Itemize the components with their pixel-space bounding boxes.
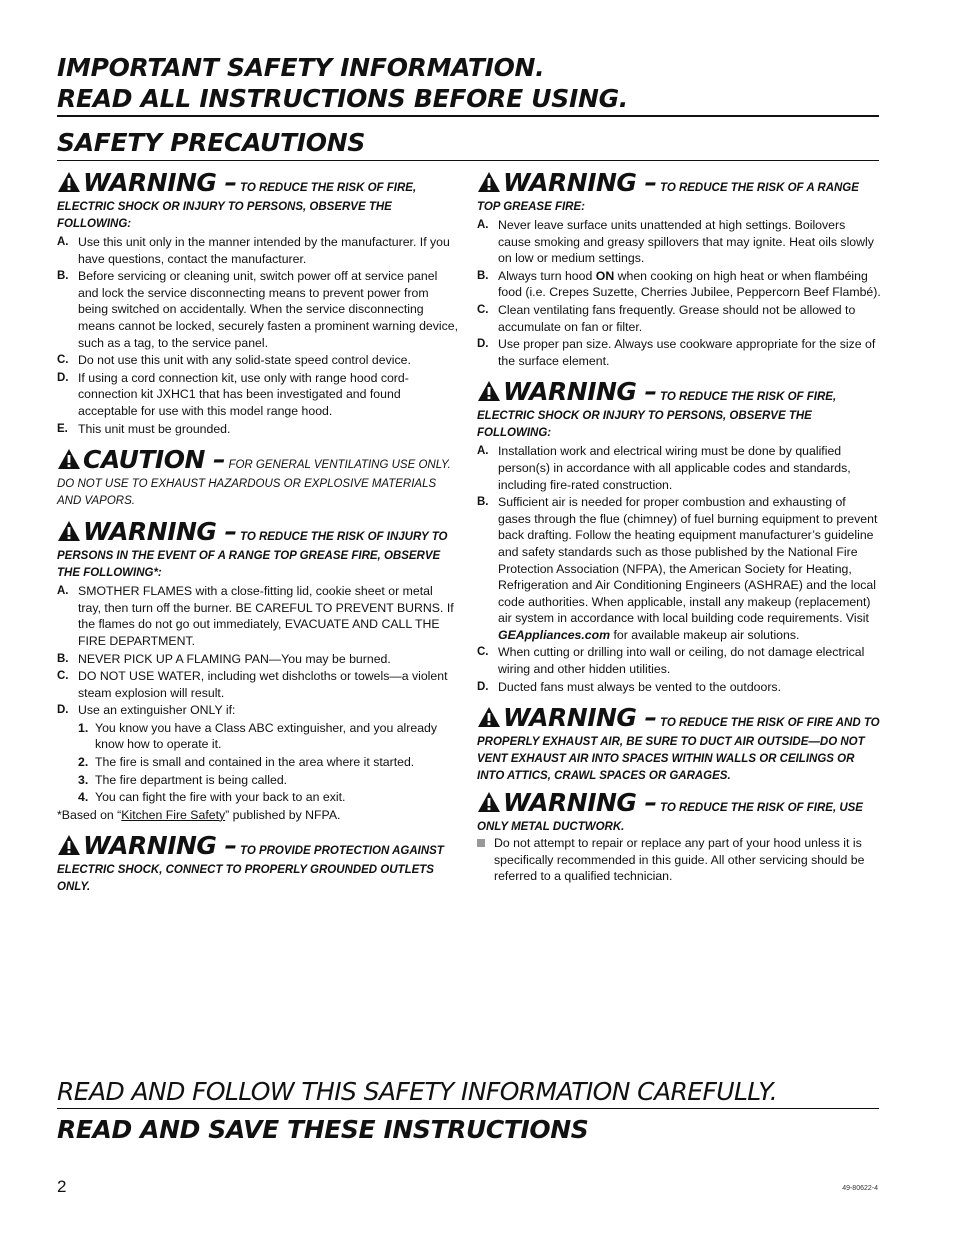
warning-subtitle: TO REDUCE THE RISK OF INJURY TO PERSONS IN THE EVENT OF A RANGE TOP GREASE FIRE, OBSERVE THE FOLLOWING*: <box>57 531 448 580</box>
list-item: C. Do not use this unit with any solid-state speed control device. <box>57 353 411 368</box>
list-item: D. Use an extinguisher ONLY if: <box>57 703 236 718</box>
header-title-line1: IMPORTANT SAFETY INFORMATION. <box>57 53 545 82</box>
square-bullet-icon <box>477 839 485 847</box>
list-item: C. DO NOT USE WATER, including wet dishcloths or towels—a violent steam explosion will result. <box>57 669 448 700</box>
header-title-line2: READ ALL INSTRUCTIONS BEFORE USING. <box>57 84 629 113</box>
caution-word: CAUTION – <box>83 445 226 475</box>
source-note: *Based on “Kitchen Fire Safety” published by NFPA. <box>57 807 341 822</box>
kitchen-fire-safety-reference: Kitchen Fire Safety <box>121 807 226 822</box>
section-title: SAFETY PRECAUTIONS <box>57 128 366 157</box>
list-item: D. If using a cord connection kit, use only with range hood cord-connection kit JXHC1 that has been investigated and found acceptable for use with this model range hood. <box>57 370 409 418</box>
list-item: D. Use proper pan size. Always use cookware appropriate for the size of the surface element. <box>477 337 876 368</box>
warning-word: WARNING – <box>83 831 237 861</box>
sub-list-item: 2. The fire is small and contained in the area where it started. <box>78 755 415 770</box>
warning-word: WARNING – <box>503 377 657 407</box>
list-item: A. Installation work and electrical wiring must be done by qualified person(s) in accordance with all applicable codes and standards, including fire-rated construction. <box>477 444 851 492</box>
warning-triangle-icon <box>477 171 501 193</box>
warning-fire-shock-block <box>57 168 459 437</box>
warning-triangle-icon <box>57 171 81 193</box>
footer-read-follow: READ AND FOLLOW THIS SAFETY INFORMATION CAREFULLY. <box>57 1077 778 1106</box>
warning-installation-block <box>477 377 881 695</box>
sub-list-item: 1. You know you have a Class ABC extinguisher, and you already know how to operate it. <box>78 720 438 752</box>
bullet-item: Do not attempt to repair or replace any part of your hood unless it is specifically recommended in this guide. All other servicing should be referred to a qualified technician. <box>477 835 881 885</box>
warning-subtitle: TO PROVIDE PROTECTION AGAINST ELECTRIC SHOCK, CONNECT TO PROPERLY GROUNDED OUTLETS ONLY. <box>57 845 444 894</box>
list-item: C. When cutting or drilling into wall or ceiling, do not damage electrical wiring and other hidden utilities. <box>477 645 865 677</box>
header-divider <box>57 115 879 117</box>
list-item: A. Never leave surface units unattended at high settings. Boilovers cause smoking and greasy spillovers that may ignite. Heat oils slowly on low or medium settings. <box>477 218 874 266</box>
warning-triangle-icon <box>477 380 501 402</box>
warning-triangle-icon <box>477 791 501 813</box>
document-number: 49-80622-4 <box>842 1185 878 1192</box>
list-item: D. Ducted fans must always be vented to the outdoors. <box>477 679 781 694</box>
sub-list-item: 4. You can fight the fire with your back to an exit. <box>78 790 346 805</box>
warning-duct-air-block <box>477 703 881 784</box>
left-column <box>57 168 459 903</box>
section-divider <box>57 160 879 161</box>
caution-block <box>57 445 459 509</box>
warning-subtitle: TO REDUCE THE RISK OF FIRE AND TO PROPERLY EXHAUST AIR, BE SURE TO DUCT AIR OUTSIDE—DO NOT VENT EXHAUST AIR INTO SPACES WITHIN WALLS OR CEILINGS OR INTO ATTICS, CRAWL SPACES OR GARAGES. <box>477 717 880 783</box>
warning-word: WARNING – <box>503 168 657 197</box>
warning-word: WARNING – <box>503 703 657 733</box>
warning-word: WARNING – <box>83 517 237 547</box>
list-item: C. Clean ventilating fans frequently. Grease should not be allowed to accumulate on fan or filter. <box>477 302 856 334</box>
ge-appliances-link: GEAppliances.com <box>498 627 611 642</box>
list-item: B. Before servicing or cleaning unit, switch power off at service panel and lock the service disconnecting means to prevent power from being switched on accidentally. When the service disconnecting means cannot be locked, securely fasten a prominent warning device, such as a tag, to the service panel. <box>57 269 459 350</box>
caution-subtitle: FOR GENERAL VENTILATING USE ONLY. DO NOT USE TO EXHAUST HAZARDOUS OR EXPLOSIVE MATERIALS AND VAPORS. <box>57 459 451 508</box>
warning-subtitle: TO REDUCE THE RISK OF FIRE, USE ONLY METAL DUCTWORK. <box>477 802 863 834</box>
warning-subtitle: TO REDUCE THE RISK OF FIRE, ELECTRIC SHOCK OR INJURY TO PERSONS, OBSERVE THE FOLLOWING: <box>57 182 417 230</box>
sub-list-item: 3. The fire department is being called. <box>78 772 288 787</box>
list-item: A. SMOTHER FLAMES with a close-fitting lid, cookie sheet or metal tray, then turn off the burner. BE CAREFUL TO PREVENT BURNS. If the flames do not go out immediately, EVACUATE AND CALL THE FIRE DEPARTMENT. <box>57 584 454 648</box>
list-item: B. NEVER PICK UP A FLAMING PAN—You may be burned. <box>57 651 391 666</box>
list-item: E. This unit must be grounded. <box>57 421 231 436</box>
list-item: B. Always turn hood ON when cooking on high heat or when flambéing food (i.e. Crepes Suzette, Cherries Jubilee, Peppercorn Beef Flambé). <box>477 268 881 300</box>
warning-word: WARNING – <box>83 168 237 197</box>
warning-range-grease-block <box>477 168 881 369</box>
warning-word: WARNING – <box>503 788 657 818</box>
footer-divider <box>57 1108 879 1109</box>
page-header <box>57 52 879 114</box>
warning-subtitle: TO REDUCE THE RISK OF FIRE, ELECTRIC SHOCK OR INJURY TO PERSONS, OBSERVE THE FOLLOWING: <box>477 391 837 440</box>
warning-triangle-icon <box>57 448 81 470</box>
list-item: B. Sufficient air is needed for proper combustion and exhausting of gases through the flue (chimney) of fuel burning equipment to prevent back drafting. Follow the heating equipment manufacturer’s guideline and safety standards such as those published by the National Fire Protection Association (NFPA), the American Society for Heating, Refrigeration and Air Conditioning Engineers (ASHRAE) and the local code authorities. When applicable, install any makeup (replacement) air system in accordance with local building code requirements. Visit GEAppliances.com for available makeup air solutions. <box>477 495 878 642</box>
warning-triangle-icon <box>477 706 501 728</box>
warning-electric-shock-block <box>57 831 459 895</box>
warning-subtitle: TO REDUCE THE RISK OF A RANGE TOP GREASE FIRE: <box>477 182 859 213</box>
warning-grease-fire-block <box>57 517 459 823</box>
warning-triangle-icon <box>57 520 81 542</box>
list-item: A. Use this unit only in the manner intended by the manufacturer. If you have questions, contact the manufacturer. <box>57 235 450 266</box>
right-column <box>477 168 881 893</box>
warning-metal-duct-block <box>477 788 881 885</box>
footer-save-instructions: READ AND SAVE THESE INSTRUCTIONS <box>57 1115 589 1144</box>
warning-triangle-icon <box>57 834 81 856</box>
page-number: 2 <box>57 1177 67 1196</box>
